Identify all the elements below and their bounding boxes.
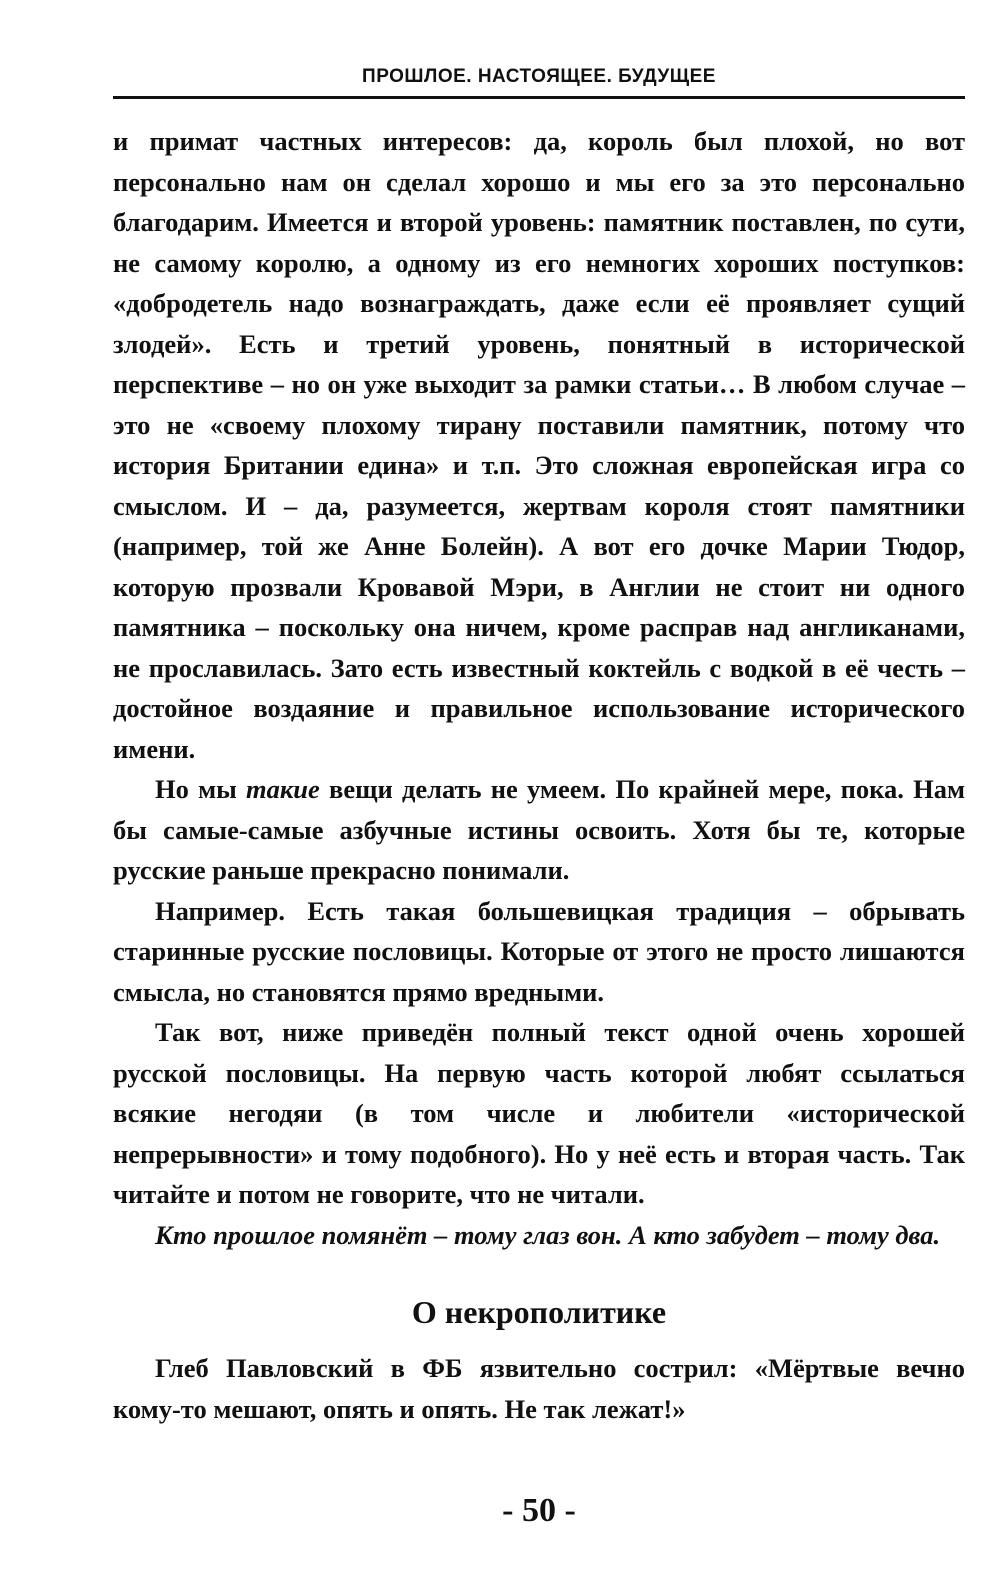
paragraph: Так вот, ниже приведён полный текст одной очень хорошей русской пословицы. На первую часть которой любят ссылаться всякие негодяи (в том числе и любители «исторической непрерывности» и тому подобного). Но у неё есть и вторая часть. Так читайте и потом не говорите, что не читали. (113, 1017, 965, 1209)
paragraph: Например. Есть такая большевицкая традиция – обрывать старинные русские пословицы. Которые от этого не просто лишаются смысла, но становятся прямо вредными. (113, 895, 965, 1007)
emphasis-word: такие (246, 774, 320, 804)
page-number: - 50 - (502, 1492, 576, 1529)
paragraph-with-emphasis (113, 769, 965, 891)
paragraph-text-after: вещи делать не умеем. По крайней мере, пока. Нам бы самые-самые азбучные истины освоить. Хотя бы те, которые русские раньше прекрасно понимали. (113, 774, 965, 885)
proverb-quote: Кто прошлое помянёт – тому глаз вон. А кто забудет – тому два. (155, 1219, 941, 1250)
section-paragraph: Глеб Павловский в ФБ язвительно сострил: «Мёртвые вечно кому-то мешают, опять и опять. Не так лежат!» (113, 1353, 965, 1424)
paragraph-continued: и примат частных интересов: да, король был плохой, но вот персонально нам он сделал хорошо и мы его за это персонально благодарим. Имеется и второй уровень: памятник поставлен, по сути, не самому королю, а одному из его немногих хороших поступков: «добродетель надо вознаграждать, даже если её проявляет сущий злодей». Есть и третий уровень, понятный в исторической перспективе – но он уже выходит за рамки статьи… В любом случае – это не «своему плохому тирану поставили памятник, потому что история Британии едина» и т.п. Это сложная европейская игра со смыслом. И – да, разумеется, жертвам короля стоят памятники (например, той же Анне Болейн). А вот его дочке Марии Тюдор, которую прозвали Кровавой Мэри, в Англии не стоит ни одного памятника – поскольку она ничем, кроме расправ над англиканами, не прославилась. Зато есть известный коктейль с водкой в её честь – достойное воздаяние и правильное использование исторического имени. (113, 126, 965, 764)
book-page (113, 0, 965, 1576)
header-rule (113, 96, 965, 99)
page-body (113, 121, 965, 1429)
paragraph-text-before: Но мы (155, 774, 247, 804)
section-heading: О некрополитике (411, 1294, 667, 1330)
running-head: ПРОШЛОЕ. НАСТОЯЩЕЕ. БУДУЩЕЕ (362, 66, 716, 87)
